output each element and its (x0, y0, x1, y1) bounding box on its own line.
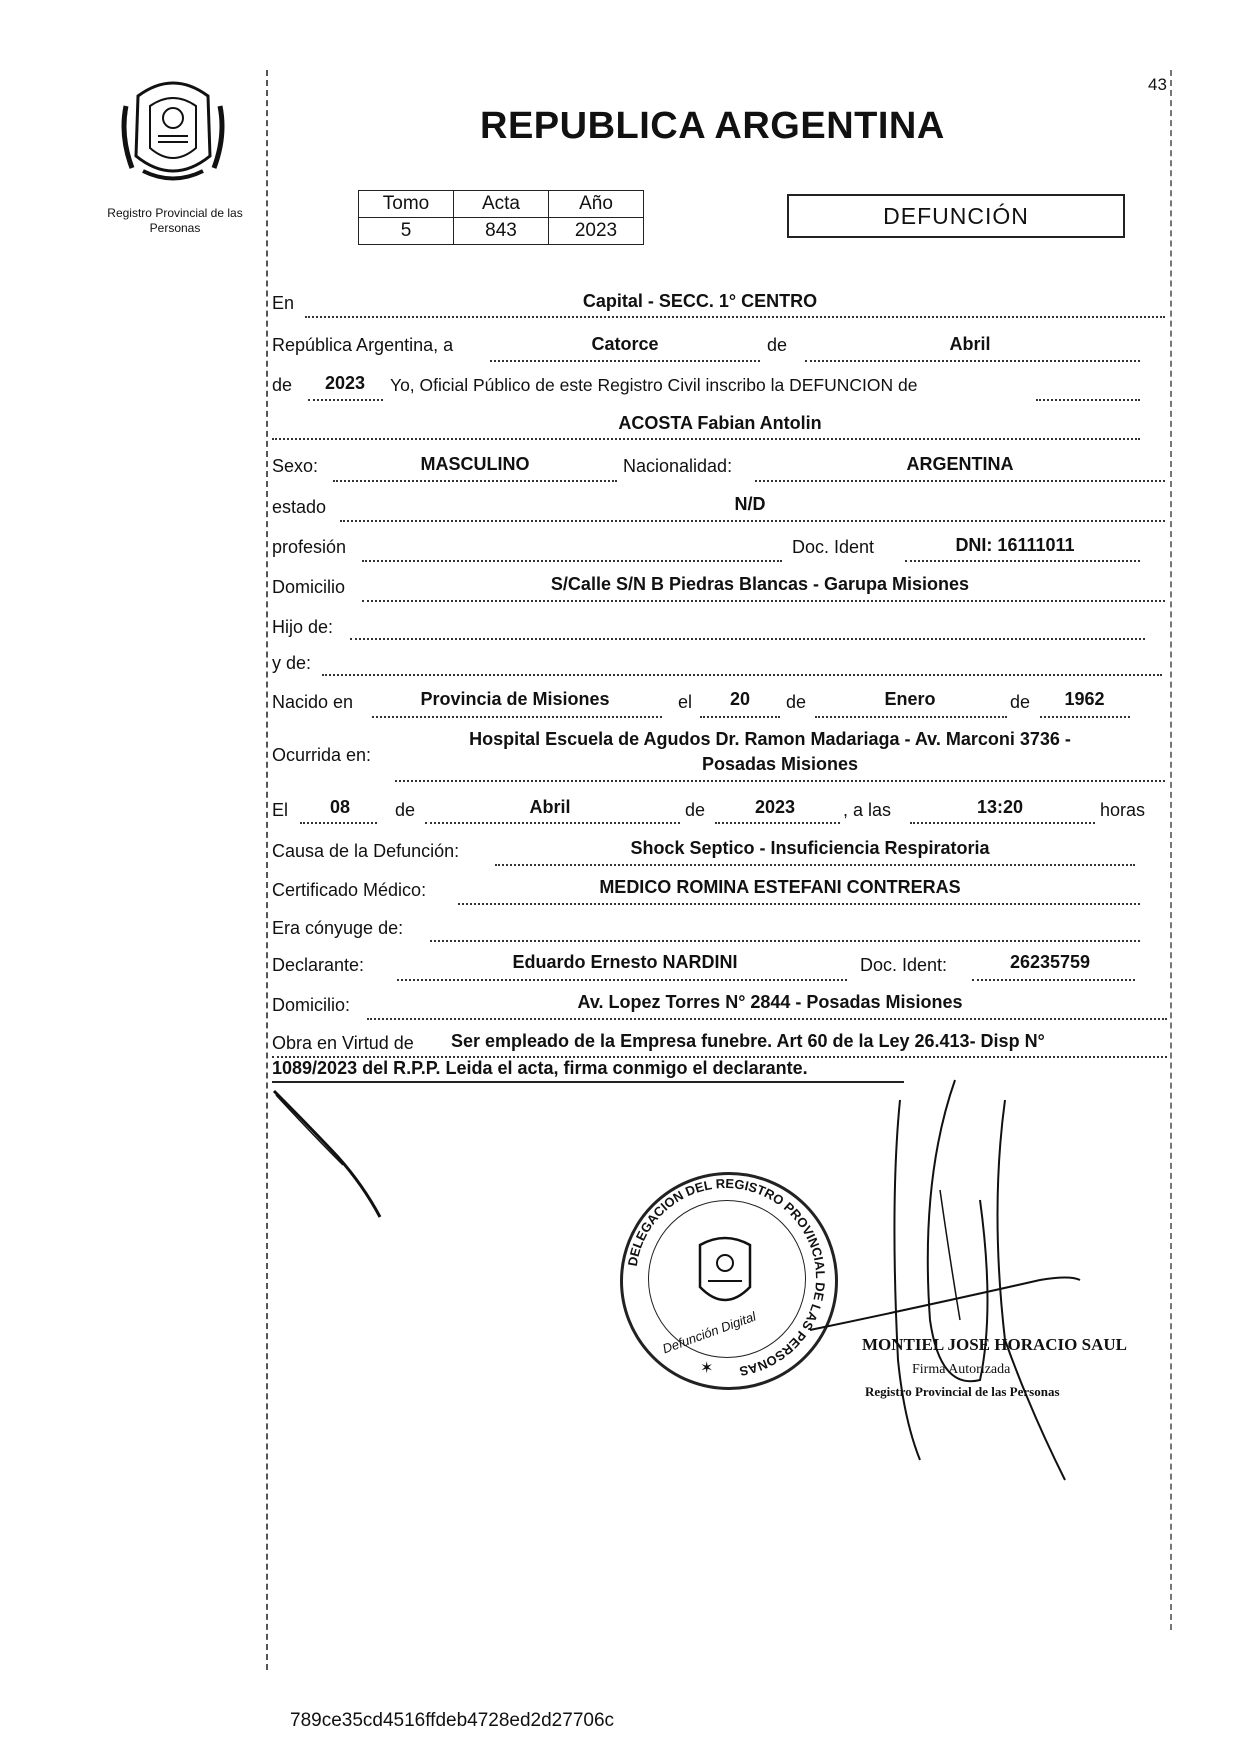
value-causa: Shock Septico - Insuficiencia Respiratoria (630, 838, 990, 858)
signatory-name: MONTIEL JOSE HORACIO SAUL (862, 1335, 1127, 1354)
value-declarante-domicilio: Av. Lopez Torres N° 2844 - Posadas Misiones (577, 992, 963, 1012)
margin-line-left (266, 70, 268, 1670)
provincial-coat-of-arms-logo (118, 76, 228, 188)
value-nac-anio: 1962 (1064, 689, 1105, 709)
value-def-anio: 2023 (754, 797, 796, 817)
value-declarante: Eduardo Ernesto NARDINI (512, 952, 738, 972)
dotted-line (972, 979, 1135, 981)
tomo-value: 5 (359, 218, 454, 245)
label-obra-en-virtud: Obra en Virtud de (272, 1033, 414, 1053)
label-de: de (685, 800, 706, 820)
value-nombre: ACOSTA Fabian Antolin (618, 413, 822, 433)
label-ocurrida-en: Ocurrida en: (272, 745, 372, 765)
dotted-line (362, 600, 1165, 602)
dotted-line (397, 979, 847, 981)
record-table (358, 190, 644, 245)
label-el: el (678, 692, 693, 712)
dotted-line (700, 716, 780, 718)
label-hijo-de: Hijo de: (272, 617, 334, 637)
signatory-role: Firma Autorizada (912, 1362, 1011, 1377)
dotted-line (905, 560, 1140, 562)
value-obra-2: 1089/2023 del R.P.P. Leida el acta, firma conmigo el declarante. (272, 1058, 808, 1078)
value-nac-dia: 20 (729, 689, 751, 709)
dotted-line (372, 716, 662, 718)
stamp-ring-label: DELEGACION DEL REGISTRO PROVINCIAL DE LAS PERSONAS (624, 1175, 829, 1379)
stamp-inner-text: Defunción Digital (660, 1308, 758, 1357)
label-a-las: , a las (843, 800, 892, 820)
dotted-line (1036, 399, 1140, 401)
label-domicilio-declarante: Domicilio: (272, 995, 351, 1015)
dotted-line (910, 822, 1095, 824)
label-doc-ident-declarante: Doc. Ident: (860, 955, 948, 975)
dotted-line (715, 822, 840, 824)
dotted-line (305, 316, 1165, 318)
dotted-line (490, 360, 760, 362)
value-dni: DNI: 16111011 (955, 535, 1075, 555)
value-anio-inscripcion: 2023 (324, 373, 366, 393)
label-horas: horas (1100, 800, 1146, 820)
label-de: de (1010, 692, 1031, 712)
value-certificado: MEDICO ROMINA ESTEFANI CONTRERAS (599, 877, 961, 897)
value-ocurrida-2: Posadas Misiones (701, 754, 859, 774)
dotted-line (340, 520, 1165, 522)
label-declarante: Declarante: (272, 955, 365, 975)
dotted-line (308, 399, 383, 401)
label-en: En (272, 293, 295, 313)
value-nac-mes: Enero (884, 689, 936, 709)
value-estado: N/D (734, 494, 766, 514)
handwritten-signature (780, 1060, 1140, 1520)
value-def-hora: 13:20 (976, 797, 1024, 817)
acta-value: 843 (454, 218, 549, 245)
dotted-line (350, 638, 1145, 640)
label-de: de (767, 335, 788, 355)
label-causa: Causa de la Defunción: (272, 841, 460, 861)
dotted-line (322, 674, 1162, 676)
label-republica: República Argentina, a (272, 335, 454, 355)
cancel-stroke-mark (268, 1085, 388, 1225)
anio-label: Año (549, 191, 644, 218)
dotted-line (333, 480, 617, 482)
value-domicilio: S/Calle S/N B Piedras Blancas - Garupa Misiones (550, 574, 970, 594)
registry-caption: Registro Provincial de las Personas (107, 206, 243, 235)
value-nacido-en: Provincia de Misiones (420, 689, 610, 709)
dotted-line (395, 780, 1165, 782)
tomo-label: Tomo (359, 191, 454, 218)
value-sexo: MASCULINO (420, 454, 530, 474)
dotted-line (430, 940, 1140, 942)
star-icon: ✶ (700, 1360, 714, 1377)
acta-label: Acta (454, 191, 549, 218)
dotted-line (367, 1018, 1167, 1020)
label-domicilio: Domicilio (272, 577, 346, 597)
signatory-org: Registro Provincial de las Personas (865, 1384, 1060, 1399)
label-de: de (395, 800, 416, 820)
label-certificado: Certificado Médico: (272, 880, 427, 900)
label-nacido-en: Nacido en (272, 692, 354, 712)
value-lugar: Capital - SECC. 1° CENTRO (582, 291, 818, 311)
label-profesion: profesión (272, 537, 347, 557)
dotted-line (425, 822, 680, 824)
label-doc-ident: Doc. Ident (792, 537, 875, 557)
dotted-line (495, 864, 1135, 866)
dotted-line (755, 480, 1165, 482)
label-conyuge: Era cónyuge de: (272, 918, 404, 938)
label-sexo: Sexo: (272, 456, 319, 476)
document-type-box: DEFUNCIÓN (787, 194, 1125, 238)
page-title: REPUBLICA ARGENTINA (480, 105, 945, 147)
anio-value: 2023 (549, 218, 644, 245)
value-def-dia: 08 (329, 797, 351, 817)
label-de: de (786, 692, 807, 712)
dotted-line (1040, 716, 1130, 718)
value-def-mes: Abril (529, 797, 571, 817)
dotted-line (272, 438, 1140, 440)
page-number: 43 (1148, 75, 1167, 94)
document-hash: 789ce35cd4516ffdeb4728ed2d27706c (290, 1710, 615, 1731)
label-yo-text: Yo, Oficial Público de este Registro Civil inscribo la DEFUNCION de (390, 375, 918, 395)
value-ocurrida-1: Hospital Escuela de Agudos Dr. Ramon Madariaga - Av. Marconi 3736 - (469, 729, 1071, 749)
dotted-line (805, 360, 1140, 362)
label-estado: estado (272, 497, 327, 517)
value-mes-inscripcion: Abril (949, 334, 991, 354)
value-dia-inscripcion: Catorce (591, 334, 659, 354)
dotted-line (362, 560, 782, 562)
dotted-line (300, 822, 377, 824)
label-y-de: y de: (272, 653, 312, 673)
value-declarante-doc: 26235759 (1009, 952, 1091, 972)
dotted-line (815, 716, 1007, 718)
value-obra-1: Ser empleado de la Empresa funebre. Art 60 de la Ley 26.413- Disp N° (451, 1031, 1045, 1051)
label-nacionalidad: Nacionalidad: (623, 456, 733, 476)
value-nacionalidad: ARGENTINA (906, 454, 1014, 474)
label-de: de (272, 375, 293, 395)
dotted-line (458, 903, 1140, 905)
margin-line-right (1170, 70, 1172, 1630)
label-el: El (272, 800, 289, 820)
